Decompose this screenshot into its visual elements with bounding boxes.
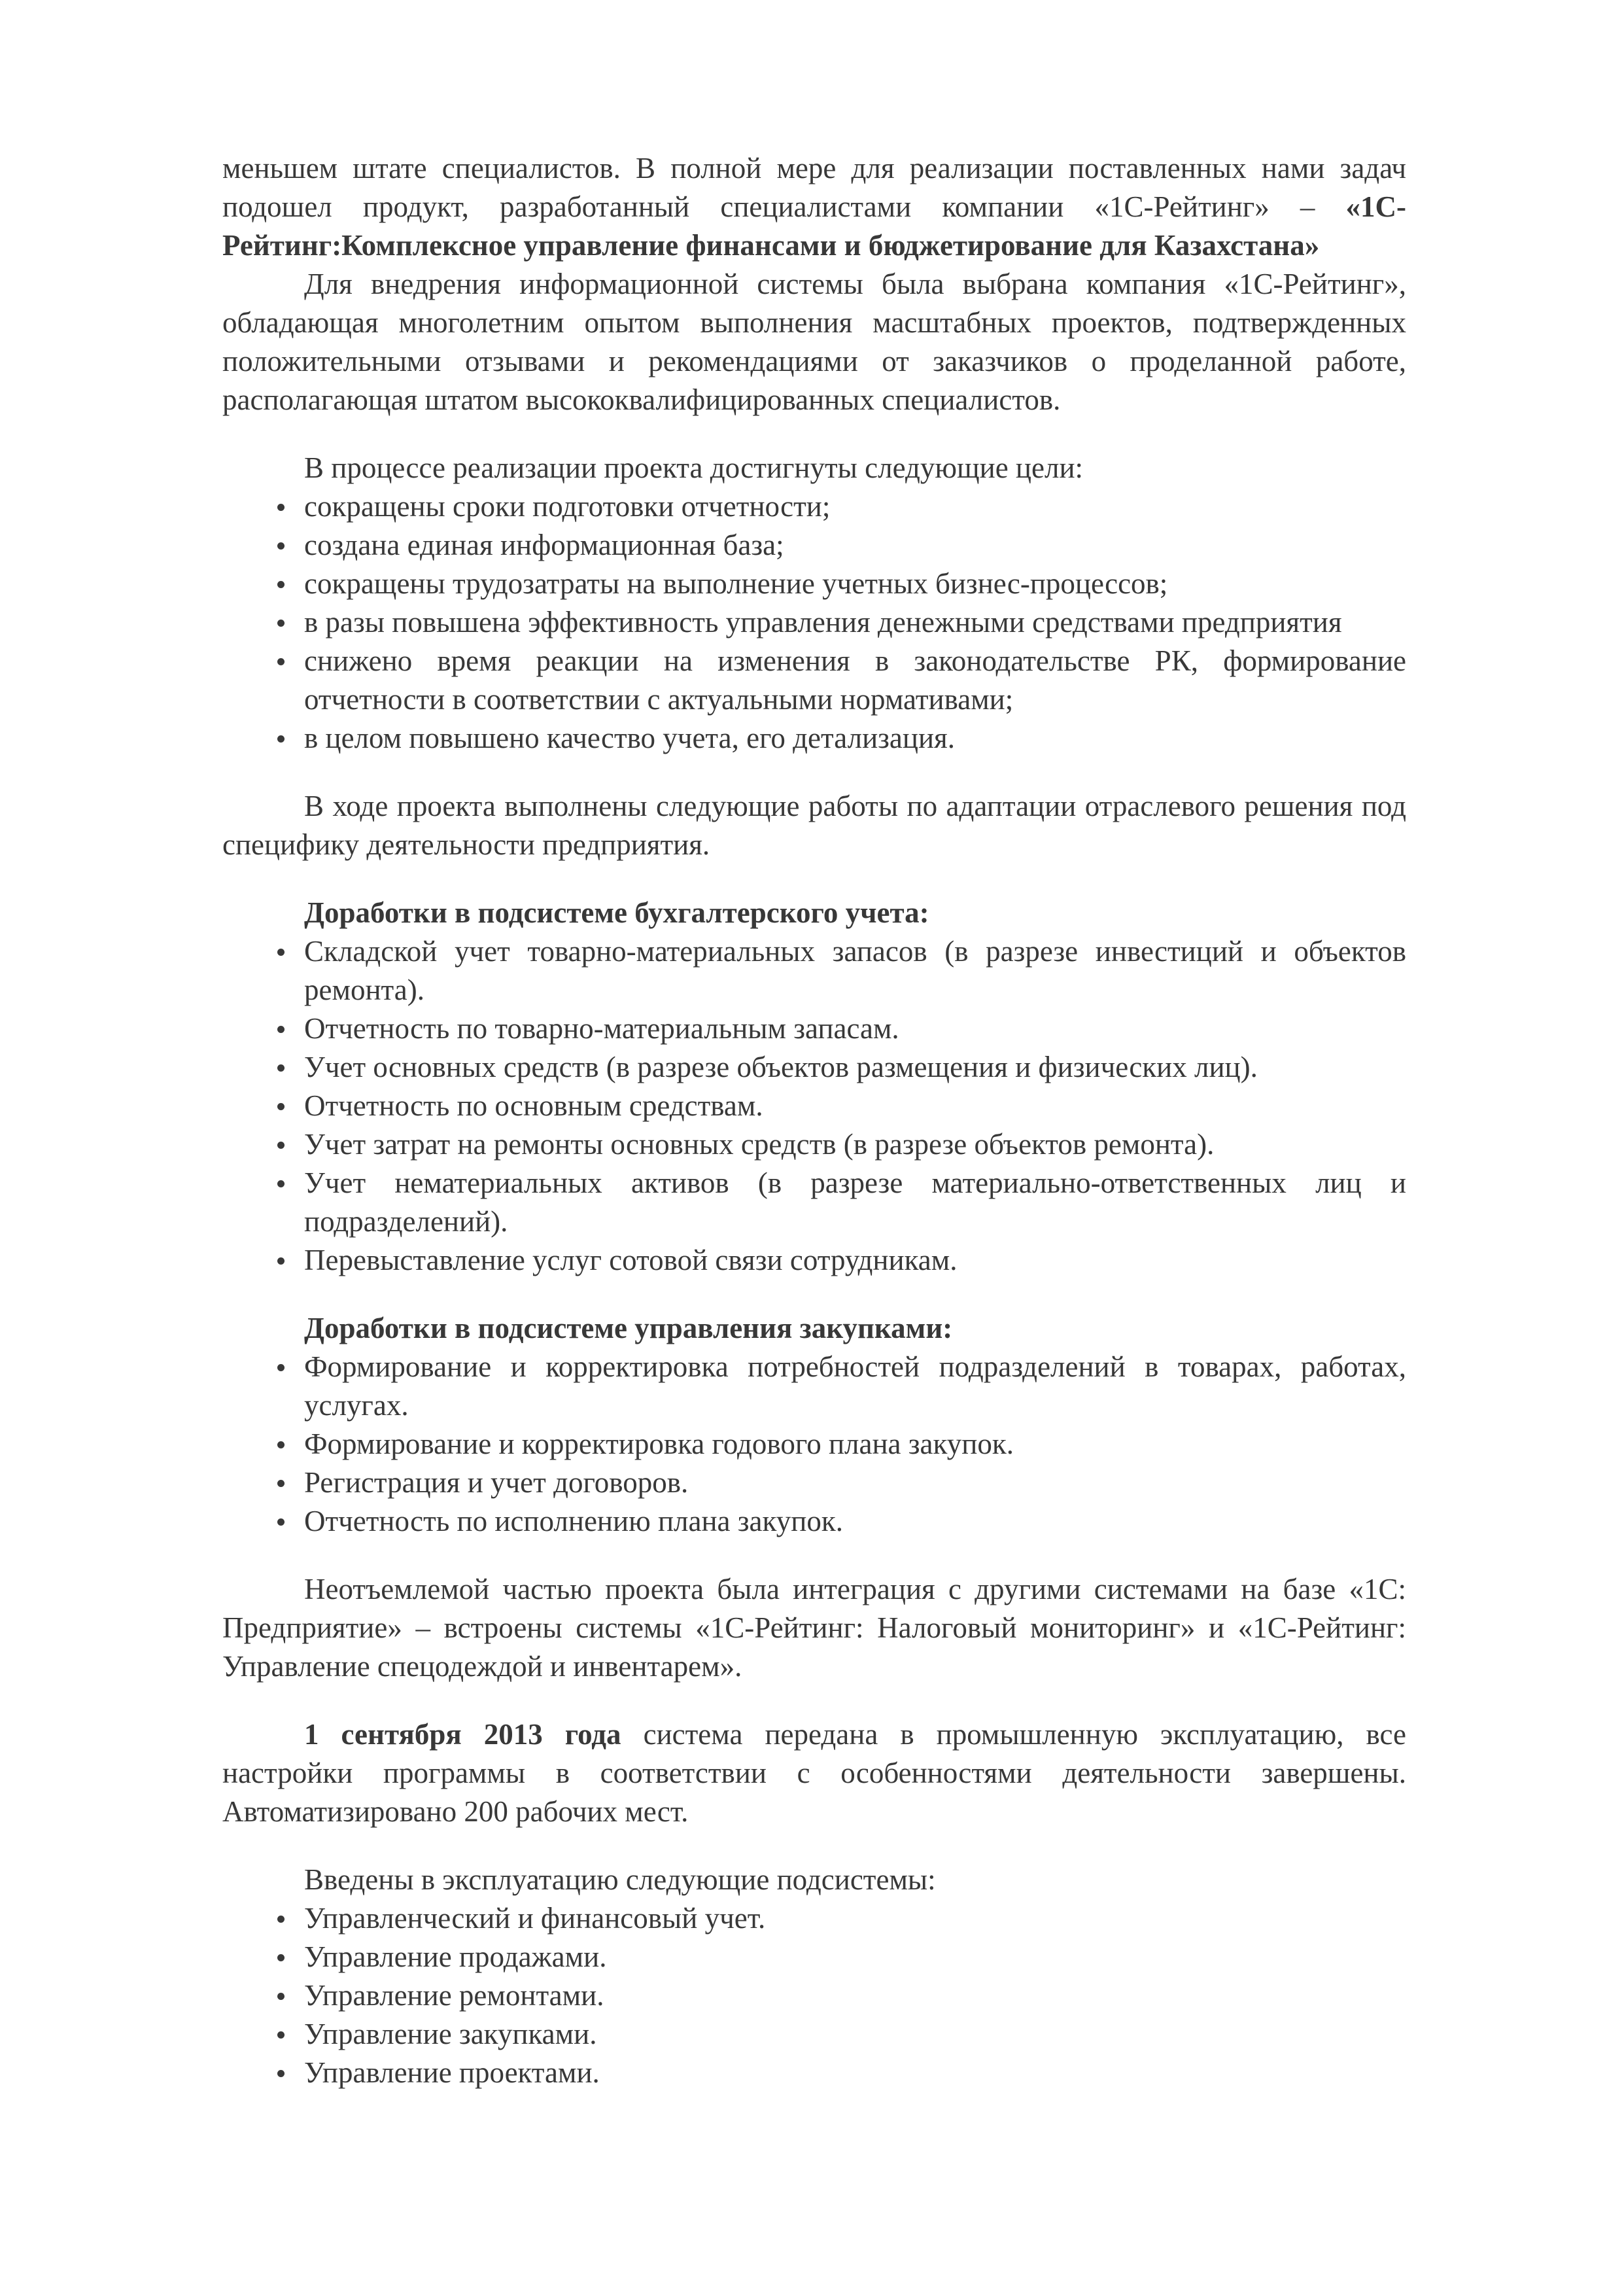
adaptation-paragraph: В ходе проекта выполнены следующие работы по адаптации отраслевого решения под специфику деятельности предприятия. [222, 790, 1406, 861]
list-item: Учет основных средств (в разрезе объектов размещения и физических лиц). [222, 1048, 1406, 1087]
list-item: Отчетность по исполнению плана закупок. [222, 1502, 1406, 1541]
list-item: Формирование и корректировка годового плана закупок. [222, 1425, 1406, 1463]
product-name-bold: «1С-Рейтинг:Комплексное управление финансами и бюджетирование для Казахстана» [222, 190, 1406, 262]
goals-lead: В процессе реализации проекта достигнуты следующие цели: [304, 451, 1084, 484]
list-item: Управленческий и финансовый учет. [222, 1899, 1406, 1938]
vendor-paragraph: Для внедрения информационной системы была выбрана компания «1С-Рейтинг», обладающая многолетним опытом выполнения масштабных проектов, подтвержденных положительными отзывами и рекомендациями от заказчиков о проделанной работе, располагающая штатом высококвалифицированных специалистов. [222, 268, 1406, 416]
list-item: снижено время реакции на изменения в законодательстве РК, формирование отчетности в соответствии с актуальными нормативами; [222, 642, 1406, 719]
list-item: Отчетность по основным средствам. [222, 1087, 1406, 1125]
list-item: Управление продажами. [222, 1938, 1406, 1976]
accounting-heading: Доработки в подсистеме бухгалтерского учета: [304, 896, 929, 929]
list-item: в разы повышена эффективность управления денежными средствами предприятия [222, 603, 1406, 642]
list-item: Формирование и корректировка потребностей подразделений в товарах, работах, услугах. [222, 1348, 1406, 1425]
list-item: сокращены сроки подготовки отчетности; [222, 487, 1406, 526]
accounting-list [222, 932, 1406, 1280]
subsystems-lead: Введены в эксплуатацию следующие подсистемы: [304, 1863, 936, 1896]
procurement-list [222, 1348, 1406, 1541]
subsystems-list [222, 1899, 1406, 2092]
launch-date-bold: 1 сентября 2013 года [304, 1718, 621, 1751]
procurement-heading: Доработки в подсистеме управления закупками: [304, 1312, 953, 1344]
list-item: в целом повышено качество учета, его детализация. [222, 719, 1406, 758]
list-item: Перевыставление услуг сотовой связи сотрудникам. [222, 1241, 1406, 1280]
intro-paragraph [222, 149, 1406, 265]
list-item: создана единая информационная база; [222, 526, 1406, 565]
launch-text: система передана в промышленную эксплуатацию, все настройки программы в соответствии с особенностями деятельности завершены. Автоматизировано 200 рабочих мест. [222, 1718, 1406, 1828]
list-item: Учет затрат на ремонты основных средств (в разрезе объектов ремонта). [222, 1125, 1406, 1164]
list-item: Отчетность по товарно-материальным запасам. [222, 1009, 1406, 1048]
list-item: сокращены трудозатраты на выполнение учетных бизнес-процессов; [222, 565, 1406, 603]
list-item: Складской учет товарно-материальных запасов (в разрезе инвестиций и объектов ремонта). [222, 932, 1406, 1009]
intro-text: меньшем штате специалистов. В полной мере для реализации поставленных нами задач подошел продукт, разработанный специалистами компании «1С-Рейтинг» – [222, 152, 1406, 223]
list-item: Регистрация и учет договоров. [222, 1463, 1406, 1502]
list-item: Управление ремонтами. [222, 1976, 1406, 2015]
list-item: Управление проектами. [222, 2054, 1406, 2092]
goals-list [222, 487, 1406, 758]
integration-paragraph: Неотъемлемой частью проекта была интеграция с другими системами на базе «1С: Предприятие» – встроены системы «1С-Рейтинг: Налоговый мониторинг» и «1С-Рейтинг: Управление спецодеждой и инвентарем». [222, 1573, 1406, 1683]
list-item: Учет нематериальных активов (в разрезе материально-ответственных лиц и подразделений). [222, 1164, 1406, 1241]
launch-paragraph [222, 1715, 1406, 1831]
list-item: Управление закупками. [222, 2015, 1406, 2054]
